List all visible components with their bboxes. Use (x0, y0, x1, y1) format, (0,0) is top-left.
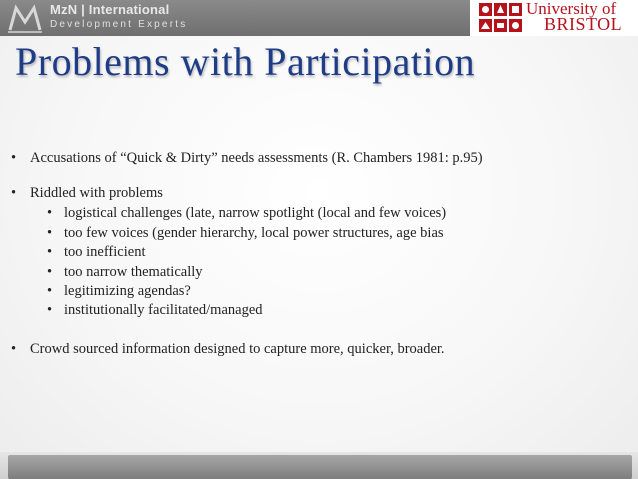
org-tagline: Development Experts (50, 19, 188, 30)
university-line1: University of (526, 0, 617, 18)
sub-bullet-item: legitimizing agendas? (64, 283, 191, 299)
sub-bullet-marker: • (47, 244, 53, 260)
sub-bullet-marker: • (47, 225, 53, 241)
header-band (0, 0, 638, 36)
bullet-item: Crowd sourced information designed to capture more, quicker, broader. (30, 341, 445, 357)
footer-bar (8, 455, 632, 479)
sub-bullet-item: institutionally facilitated/managed (64, 302, 263, 318)
sub-bullet-item: too inefficient (64, 244, 146, 260)
university-logo (470, 0, 638, 36)
bullet-item: Riddled with problems (30, 185, 163, 201)
sub-bullet-item: too narrow thematically (64, 264, 203, 280)
sub-bullet-marker: • (47, 264, 53, 280)
university-line2: BRISTOL (544, 14, 623, 34)
university-crest-icon (478, 2, 523, 33)
bullet-item: Accusations of “Quick & Dirty” needs assessments (R. Chambers 1981: p.95) (30, 150, 483, 166)
org-name: MzN | International (50, 2, 170, 17)
sub-bullet-marker: • (47, 283, 53, 299)
sub-bullet-marker: • (47, 205, 53, 221)
sub-bullet-item: logistical challenges (late, narrow spotlight (local and few voices) (64, 205, 447, 221)
mzn-logo (0, 0, 188, 36)
sub-bullet-item: too few voices (gender hierarchy, local power structures, age bias (64, 225, 444, 241)
bullet-marker: • (11, 150, 17, 166)
sub-bullet-marker: • (47, 302, 53, 318)
mzn-logo-mark-icon (6, 2, 44, 34)
bullet-marker: • (11, 341, 17, 357)
slide-title: Problems with Participation (15, 39, 476, 84)
bullet-marker: • (11, 185, 17, 201)
